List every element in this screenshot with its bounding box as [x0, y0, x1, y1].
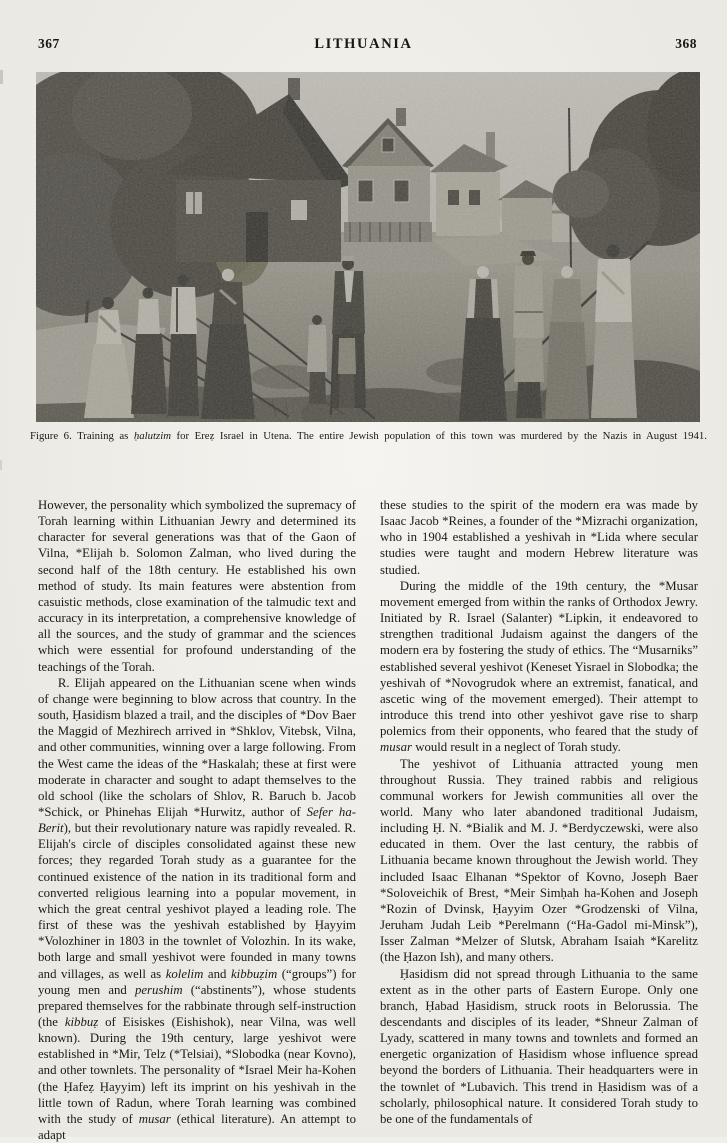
paragraph-text: Sefer ha-Berit [38, 804, 356, 836]
paragraph-text: these studies to the spirit of the modern era was made by Isaac Jacob *Reines, a founder of the *Mizrachi organization, who in 1904 established a yeshivah in *Lida where secular studies were taught and modern Hebrew literature was studied. [380, 498, 698, 577]
paragraph-text: However, the personality which symbolized the supremacy of Torah learning within Lithuanian Jewry and determined its character for several generations was that of the Gaon of Vilna, *Elijah b. Solomon Zalman, who lived during the second half of the 18th century. He established his own method of study. Its main features were abstention from casuistic methods, close examination of the talmudic text and accuracy in its interpretation, a comprehensive knowledge of all the sources, and the study of grammar and the sciences which were essential for profound understanding of the teachings of the Torah. [38, 498, 356, 674]
scan-artifact [0, 460, 2, 470]
paragraph-text: kibbuẓim [230, 966, 278, 981]
page-number-left: 367 [38, 36, 60, 51]
figure-photo [36, 72, 700, 422]
paragraph-text: perushim [134, 982, 183, 997]
paragraph-text: kolelim [165, 966, 204, 981]
caption-text: for Ereẓ Israel in Utena. The entire Jewish population of this town was murdered by the Nazis in August 1941. [171, 430, 707, 442]
text-column-right [380, 497, 698, 1127]
caption-text: ḥalutzim [133, 430, 172, 442]
paragraph [38, 497, 356, 675]
paragraph-text: (“groups”) for young men and [38, 966, 356, 997]
paragraph [380, 497, 698, 578]
paragraph [380, 966, 698, 1128]
page-number-right: 368 [675, 36, 697, 51]
paragraph-text: The yeshivot of Lithuania attracted young men throughout Russia. They trained rabbis and religious communal workers for Jewish communities all over the world. Many who later abandoned traditional Judaism, including Ḥ. N. *Bialik and M. J. *Berdyczewski, were also educated in them. Over the last century, the rabbis of Lithuania became known throughout the Jewish world. They included Isaac Elhanan *Spektor of Kovno, Joseph Baer *Soloveichik of Brest, *Meir Simḥah ha-Kohen and Joseph *Rozin of Dvinsk, Ḥayyim Ozer *Grodzenski of Vilna, Jeruham Judah Leib *Perelmann (“Ha-Gadol mi-Minsk”), Isser Zalman *Melzer of Slutsk, Abraham Isaiah *Karelitz (the Ḥazon Ish), and many others. [380, 756, 698, 965]
paragraph-text: of Eisiskes (Eishishok), near Vilna, was well known). During the 19th century, large yeshivot were established in *Mir, Telz (*Telsiai), *Slobodka (near Kovno), and other townlets. The personality of *Israel Meir ha-Kohen (the Ḥafeẓ Ḥayyim) left its imprint on his yeshivah in the little town of Radun, where Torah learning was combined with the study of [38, 1015, 356, 1126]
paragraph-text: R. Elijah appeared on the Lithuanian scene when winds of change were beginning to blow across that country. In the south, Ḥasidism blazed a trail, and the disciples of *Dov Baer the Maggid of Mezhirech arrived in *Shklov, Vitebsk, Vilna, and other communities, winning over a large following. From the West came the ideas of the *Haskalah; these at first were moderate in character and sought to adapt themselves to the old school (like the scholars of Shlov, R. Baruch b. Jacob *Schick, or Phinehas Elijah *Hurwitz, author of [38, 675, 356, 819]
paragraph [380, 578, 698, 756]
paragraph-text: During the middle of the 19th century, the *Musar movement emerged from within the ranks of Orthodox Jewry. Initiated by R. Israel (Salanter) *Lipkin, it endeavored to strengthen traditional Judaism against the dangers of the modern era by fostering the study of ethics. The “Musarniks” established several yeshivot (Keneset Yisrael in Slobodka; the yeshivah of *Novogrudok where an extremist, fanatical, and ascetic wing of the movement emerged). Their attempt to introduce this trend into other yeshivot gave rise to sharp polemics from their opponents, who feared that the study of [380, 578, 698, 739]
figure-caption [30, 430, 707, 443]
paragraph-text: kibbuẓ [64, 1015, 99, 1029]
scan-artifact [0, 70, 3, 84]
paragraph-text: musar [138, 1111, 171, 1126]
caption-text: Figure 6. Training as [30, 430, 134, 442]
paragraph [38, 675, 356, 1143]
paragraph-text: (ethical literature). An attempt to adapt [38, 1111, 356, 1143]
paragraph-text: would result in a neglect of Torah study. [412, 740, 621, 755]
paragraph-text: musar [380, 740, 412, 755]
paragraph-text: ), but their revolutionary nature was rapidly revealed. R. Elijah's circle of disciples consolidated against these new forces; they regarded Torah study as a guarantee for the continued existence of the nation in its traditional form and converted religious learning into a popular movement, in which the great central yeshivot played a leading role. The first of these was the yeshivah established by Ḥayyim *Volozhiner in 1803 in the townlet of Volozhin. In its wake, both large and small yeshivot were founded in many towns and villages, as well as [38, 821, 356, 981]
photo-illustration [36, 72, 700, 422]
paragraph-text: Ḥasidism did not spread through Lithuania to the same extent as in the other parts of Eastern Europe. Only one branch, Ḥabad Ḥasidism, struck roots in Belorussia. The descendants and disciples of its leader, *Shneur Zalman of Lyady, scattered in many towns and townlets and formed an energetic organization of Ḥasidism whose influence spread beyond the borders of Lithuania. Their headquarters were in the townlet of *Lubavich. This trend in Ḥasidism was of a scholarly, philosophical nature. It considered Torah study to be one of the fundamentals of [380, 966, 698, 1126]
paragraph-text: (“abstinents”), whose students prepared themselves for the rabbinate through self-instruction (the [38, 982, 356, 1029]
page-title: LITHUANIA [314, 36, 413, 52]
paragraph-text: and [203, 966, 231, 981]
text-column-left [38, 497, 356, 1143]
paragraph [380, 756, 698, 966]
